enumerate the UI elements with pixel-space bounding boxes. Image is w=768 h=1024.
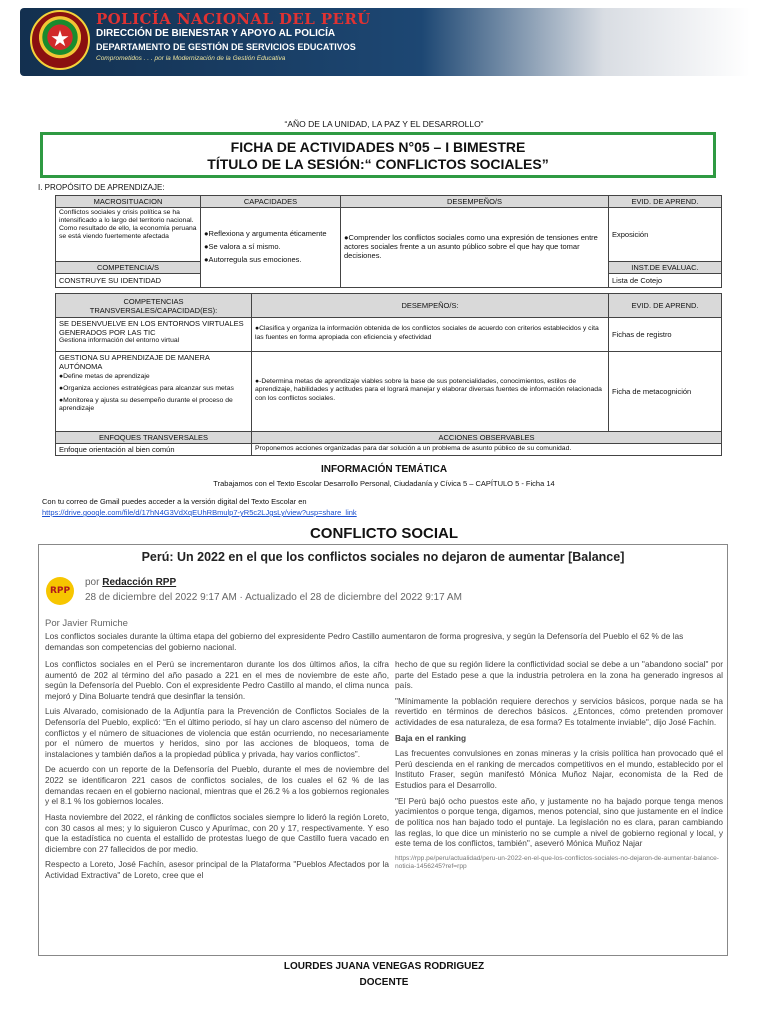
capacidad-item: ● Define metas de aprendizaje: [59, 373, 248, 381]
article-byline: [85, 577, 176, 588]
acciones-cell: Proponemos acciones organizadas para dar solución a un problema de asunto público de su comunidad.: [252, 444, 722, 456]
info-subtitle: Trabajamos con el Texto Escolar Desarrollo Personal, Ciudadanía y Cívica 5 – CAPÍTULO 5 - Ficha 14: [213, 479, 555, 488]
header-title: POLICÍA NACIONAL DEL PERÚ: [96, 10, 371, 28]
subheading: Baja en el ranking: [395, 732, 467, 743]
capacidad-item: ● Se valora a sí mismo.: [204, 242, 337, 251]
article-author: Por Javier Rumiche: [45, 618, 128, 629]
evidencia-autonoma-cell: Ficha de metacognición: [609, 352, 722, 432]
macrosituacion-cell: Conflictos sociales y crisis política se ha intensificado a lo largo del territorio nacional. Como resultado de ello, la economía peruana se está viendo fuertemente afectada: [56, 208, 201, 262]
enfoque-cell: Enfoque orientación al bien común: [56, 444, 252, 456]
teacher-role: DOCENTE: [359, 977, 409, 988]
paragraph: "Mínimamente la población requiere derechos y servicios básicos, porque nada se ha revertido en términos de derechos básicos. ¿Entonces, cómo pretenden promover actividades de esa naturaleza, de esa forma? Es totalmente inviable", dijo José Fachín.: [395, 695, 723, 728]
title-box: [40, 132, 716, 178]
session-title: TÍTULO DE LA SESIÓN:“ CONFLICTOS SOCIALES”: [207, 156, 549, 172]
year-motto: “AÑO DE LA UNIDAD, LA PAZ Y EL DESARROLLO”: [284, 119, 484, 129]
capacidad-item: ● Reflexiona y argumenta éticamente: [204, 229, 337, 238]
header-slogan: Comprometidos . . . por la Modernización de la Gestión Educativa: [96, 55, 286, 62]
instrumento-cell: Lista de Cotejo: [609, 274, 722, 288]
capacidad-item: ● Organiza acciones estratégicas para alcanzar sus metas: [59, 385, 248, 393]
byline-prefix: por: [85, 577, 100, 588]
article-date: 28 de diciembre del 2022 9:17 AM · Actualizado el 28 de diciembre del 2022 9:17 AM: [85, 592, 462, 603]
header-acciones: ACCIONES OBSERVABLES: [252, 432, 722, 444]
header-instrumento: INST.DE EVALUAC.: [609, 262, 722, 274]
desempeno-item: ● Comprender los conflictos sociales como una expresión de tensiones entre actores sociales frente a un asunto público sobre el que hay que tomar decisiones.: [344, 233, 605, 260]
competencia-tic-cell: [56, 318, 252, 352]
police-crest-logo: [30, 10, 90, 70]
desempeno-tic-cell: [252, 318, 609, 352]
desempeno-tic: ● Clasifica y organiza la información obtenida de los conflictos sociales de acuerdo con criterios establecidos y cita las fuentes en forma apropiada con eficiencia y efectividad: [255, 325, 605, 341]
source-link[interactable]: https://rpp.pe/peru/actualidad/peru-un-2022-en-el-que-los-conflictos-sociales-no-dejaron-de-aumentar-balance-noticia-1456245?ref=rpp: [395, 854, 720, 871]
evidencia-tic-cell: Fichas de registro: [609, 318, 722, 352]
competencia-autonoma: GESTIONA SU APRENDIZAJE DE MANERA AUTÓNOMA: [59, 353, 210, 371]
paragraph: Respecto a Loreto, José Fachín, asesor principal de la Plataforma "Pueblos Afectados por la Actividad Extractiva" de Loreto, cree que el: [45, 859, 389, 880]
article-right-column: [395, 659, 723, 872]
section-title: CONFLICTO SOCIAL: [309, 525, 459, 542]
header-desempenos: DESEMPEÑO/S:: [252, 294, 609, 318]
paragraph: De acuerdo con un reporte de la Defensoría del Pueblo, durante el mes de noviembre del 2022 se identificaron 221 casos de conflictos sociales, de los cuales el 62 % de las demandas recaen en el gobierno nacional, mientras que el 26.2 % a los gobiernos regionales y el 8.1 % los gobiernos locales.: [45, 764, 389, 807]
byline-author-link[interactable]: Redacción RPP: [102, 577, 177, 588]
paragraph: Las frecuentes convulsiones en zonas mineras y la crisis política han provocado qué el Perú descienda en el ranking de mercados competitivos en el mundo, establecido por el Instituto Fraser, según manifestó Mónica Muñoz Najar, economista de la Red de Estudios para el Desarrollo.: [395, 748, 723, 791]
textbook-link[interactable]: https://drive.google.com/file/d/17hN4G3VdXqEUhRBmulp7-yR5c2LJgsLy/view?usp=share_link: [42, 508, 357, 517]
gmail-note: Con tu correo de Gmail puedes acceder a la versión digital del Texto Escolar en: [42, 497, 307, 506]
header-capacidades: CAPACIDADES: [201, 196, 341, 208]
info-title: INFORMACIÓN TEMÁTICA: [320, 464, 448, 475]
desempeno-autonoma-cell: [252, 352, 609, 432]
paragraph: Los conflictos sociales en el Perú se incrementaron durante los dos últimos años, la cifra aumentó de 202 al término del año pasado a 221 en el mes de noviembre de este año, según la Defensoría del Pueblo. Con el expresidente Pedro Castillo al mando, el clima nunca mejoró y Dina Boluarte tendrá que desinflar la tensión.: [45, 659, 389, 701]
competencia-cell: CONSTRUYE SU IDENTIDAD: [56, 274, 201, 288]
news-article: [38, 544, 728, 956]
capacidad-tic: Gestiona información del entorno virtual: [59, 337, 180, 344]
paragraph: "El Perú bajó ocho puestos este año, y justamente no ha bajado porque tenga menos yacimientos o porque tenga, digamos, menos potencial, sino que justamente en el índice de política nos han bajado todo el puntaje. La legislación no es clara, paran cambiando las reglas, lo que dice un ministerio no se cumple a nivel de gobierno regional y local, y este tema de los conflictos, también", aseveró Mónica Muñoz Najar: [395, 795, 723, 849]
rpp-logo: RPP: [46, 577, 74, 605]
teacher-name: LOURDES JUANA VENEGAS RODRIGUEZ: [283, 961, 485, 972]
learning-purpose-table: [55, 195, 722, 288]
section-proposito: I. PROPÓSITO DE APRENDIZAJE:: [38, 183, 165, 192]
capacidad-item: ● Autorregula sus emociones.: [204, 255, 337, 264]
capacidad-item: ● Monitorea y ajusta su desempeño durante el proceso de aprendizaje: [59, 397, 248, 413]
paragraph: Luis Alvarado, comisionado de la Adjuntía para la Prevención de Conflictos Sociales de la Defensoría del Pueblo, explicó: “En el último periodo, sí hay un claro ascenso del número de conflictos y el número de situaciones de violencia que están ocurriendo, no necesariamente por el número de muertos y heridos, sino por las acciones de bloqueos, toma de instalaciones y también daños a la propiedad pública y privada, hay varios conflictos”.: [45, 706, 389, 759]
header-subtitle: DIRECCIÓN DE BIENESTAR Y APOYO AL POLICÍA: [96, 28, 336, 39]
star-icon: ★: [50, 26, 70, 51]
desempeno-autonoma: ● -Determina metas de aprendizaje viables sobre la base de sus potencialidades, conocimientos, estilos de aprendizaje, habilidades y actitudes para el logrará manejar y elaborar diversas fuentes de información relacionada con los conflictos sociales.: [255, 378, 605, 402]
header-department: DEPARTAMENTO DE GESTIÓN DE SERVICIOS EDUCATIVOS: [96, 42, 356, 52]
header-evidencia: EVID. DE APREND.: [609, 196, 722, 208]
header-competencias-transversales: COMPETENCIAS TRANSVERSALES/CAPACIDAD(ES):: [56, 294, 252, 318]
article-lead: Los conflictos sociales durante la última etapa del gobierno del expresidente Pedro Castillo aumentaron de forma progresiva, y según la Defensoría del Pueblo el 62 % de las demandas son competencias del gobierno nacional.: [45, 631, 684, 652]
transversal-competencies-table: [55, 293, 722, 456]
header-competencias: COMPETENCIA/S: [56, 262, 201, 274]
header-enfoques: ENFOQUES TRANSVERSALES: [56, 432, 252, 444]
capacidades-cell: [201, 208, 341, 288]
article-left-column: [45, 659, 389, 955]
header-macrosituacion: MACROSITUACION: [56, 196, 201, 208]
article-title: Perú: Un 2022 en el que los conflictos sociales no dejaron de aumentar [Balance]: [141, 550, 625, 564]
paragraph: Hasta noviembre del 2022, el ránking de conflictos sociales siempre lo lideró la región Loreto, con 30 casos al mes; y lo siguieron Cusco y Apurímac, con 20 y 17, respectivamente. Y eso que la estadística no cuenta el estallido de protestas luego de que Castillo fuera vacado en diciembre con 27 fallecidos de por medio.: [45, 811, 389, 854]
competencia-tic: SE DESENVUELVE EN LOS ENTORNOS VIRTUALES GENERADOS POR LAS TIC: [59, 319, 244, 337]
evidencia-cell: Exposición: [609, 208, 722, 262]
paragraph: hecho de que su región lidere la conflictividad social se debe a un "abandono social" por parte del Estado pese a que la industria petrolera en la zona ha generado ingresos al país.: [395, 659, 723, 691]
competencia-autonoma-cell: [56, 352, 252, 432]
header-desempeno: DESEMPEÑO/S: [341, 196, 609, 208]
header-evidencia-2: EVID. DE APREND.: [609, 294, 722, 318]
desempeno-cell: [341, 208, 609, 288]
activity-title: FICHA DE ACTIVIDADES N°05 – I BIMESTRE: [230, 139, 526, 155]
